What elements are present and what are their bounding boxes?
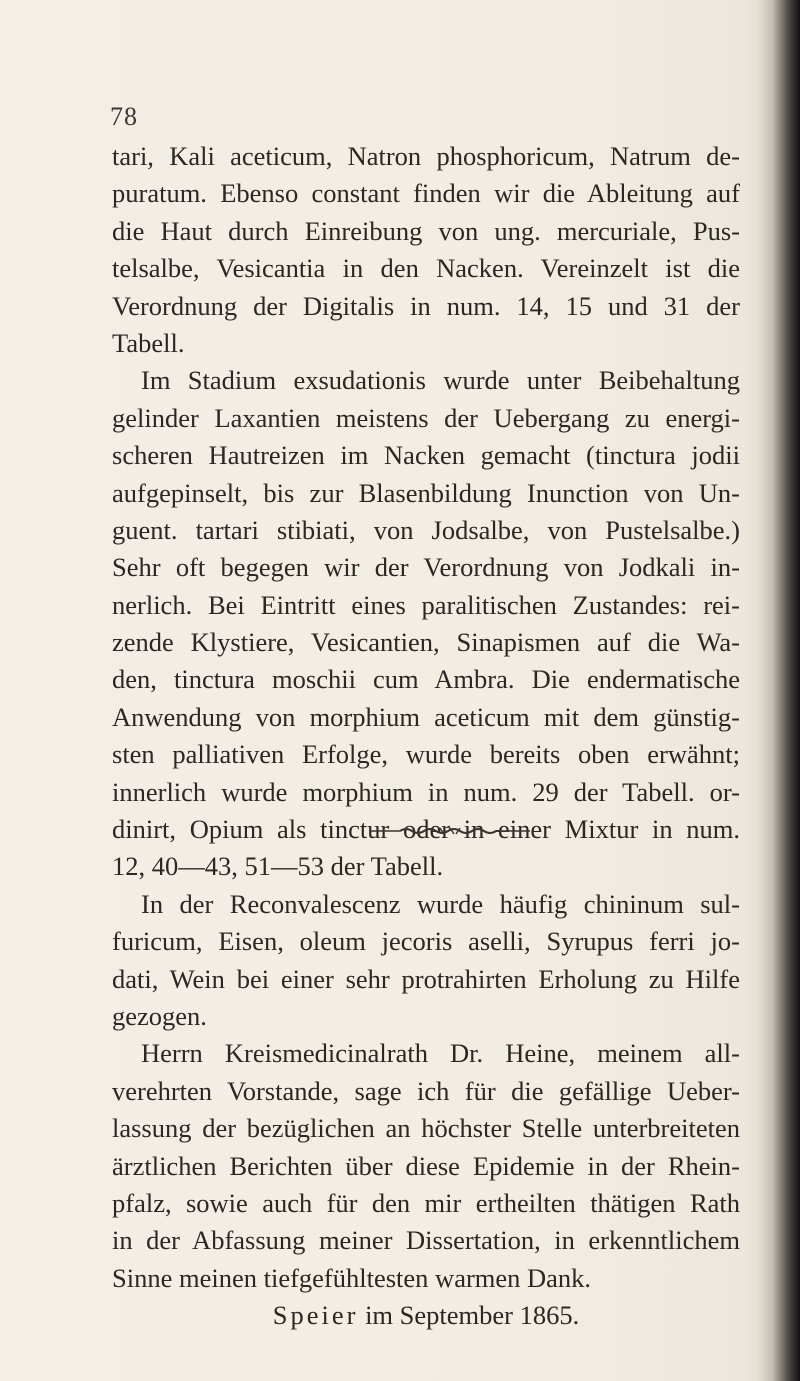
text-line: ärztlichen Berichten über diese Epidemie in der Rhein- [112,1150,740,1181]
text-line: Tabell. [112,327,185,358]
page-edge-shadow [758,0,800,1381]
text-line: gezogen. [112,1000,207,1031]
text-line: zende Klystiere, Vesicantien, Sinapismen auf die Wa- [112,627,740,658]
text-line: scheren Hautreizen im Nacken gemacht (tinctura jodii [112,440,740,471]
text-line: die Haut durch Einreibung von ung. mercuriale, Pus- [112,215,740,246]
page-number: 78 [110,102,138,131]
text-line: 12, 40—43, 51—53 der Tabell. [112,851,444,882]
text-line: In der Reconvalescenz wurde häufig chininum sul- [141,888,740,919]
text-line: in der Abfassung meiner Dissertation, in erkenntlichem [112,1225,740,1256]
text-line: furicum, Eisen, oleum jecoris aselli, Syrupus ferri jo- [112,926,740,957]
text-line: Im Stadium exsudationis wurde unter Beibehaltung [141,365,740,396]
text-line: tari, Kali aceticum, Natron phosphoricum, Natrum de- [112,141,740,171]
text-line: Verordnung der Digitalis in num. 14, 15 und 31 der [112,290,740,321]
closing-line [112,1297,740,1334]
closing-date: im September 1865. [358,1300,580,1331]
text-line: nerlich. Bei Eintritt eines paralitischen Zustandes: rei- [112,589,740,620]
text-line: sten palliativen Erfolge, wurde bereits oben erwähnt; [112,739,740,770]
text-line: dinirt, Opium als tinctur oder in einer Mixtur in num. [112,814,740,845]
end-ornament [370,826,530,836]
text-line: innerlich wurde morphium in num. 29 der Tabell. or- [112,776,740,807]
text-line: Anwendung von morphium aceticum mit dem günstig- [112,701,740,732]
text-line: den, tinctura moschii cum Ambra. Die endermatische [112,664,740,695]
text-line: lassung der bezüglichen an höchster Stelle unterbreiteten [112,1113,740,1144]
closing-place: Speier [272,1300,359,1331]
text-line: verehrten Vorstande, sage ich für die gefällige Ueber- [112,1075,740,1106]
text-line: Sinne meinen tiefgefühltesten warmen Dank. [112,1262,592,1293]
text-line: puratum. Ebenso constant finden wir die Ableitung auf [112,178,740,209]
text-line: pfalz, sowie auch für den mir ertheilten thätigen Rath [112,1187,740,1218]
text-line: Herrn Kreismedicinalrath Dr. Heine, meinem all- [141,1038,740,1069]
text-line: gelinder Laxantien meistens der Uebergang zu energi- [112,402,740,433]
body-text [112,138,740,1335]
text-line: telsalbe, Vesicantia in den Nacken. Vereinzelt ist die [112,253,740,284]
paragraph-lines [112,138,740,1297]
text-line: Sehr oft begegen wir der Verordnung von Jodkali in- [112,552,740,583]
text-line: aufgepinselt, bis zur Blasenbildung Inunction von Un- [112,477,740,508]
text-line: dati, Wein bei einer sehr protrahirten Erholung zu Hilfe [112,963,740,994]
text-line: guent. tartari stibiati, von Jodsalbe, von Pustelsalbe.) [112,514,740,545]
